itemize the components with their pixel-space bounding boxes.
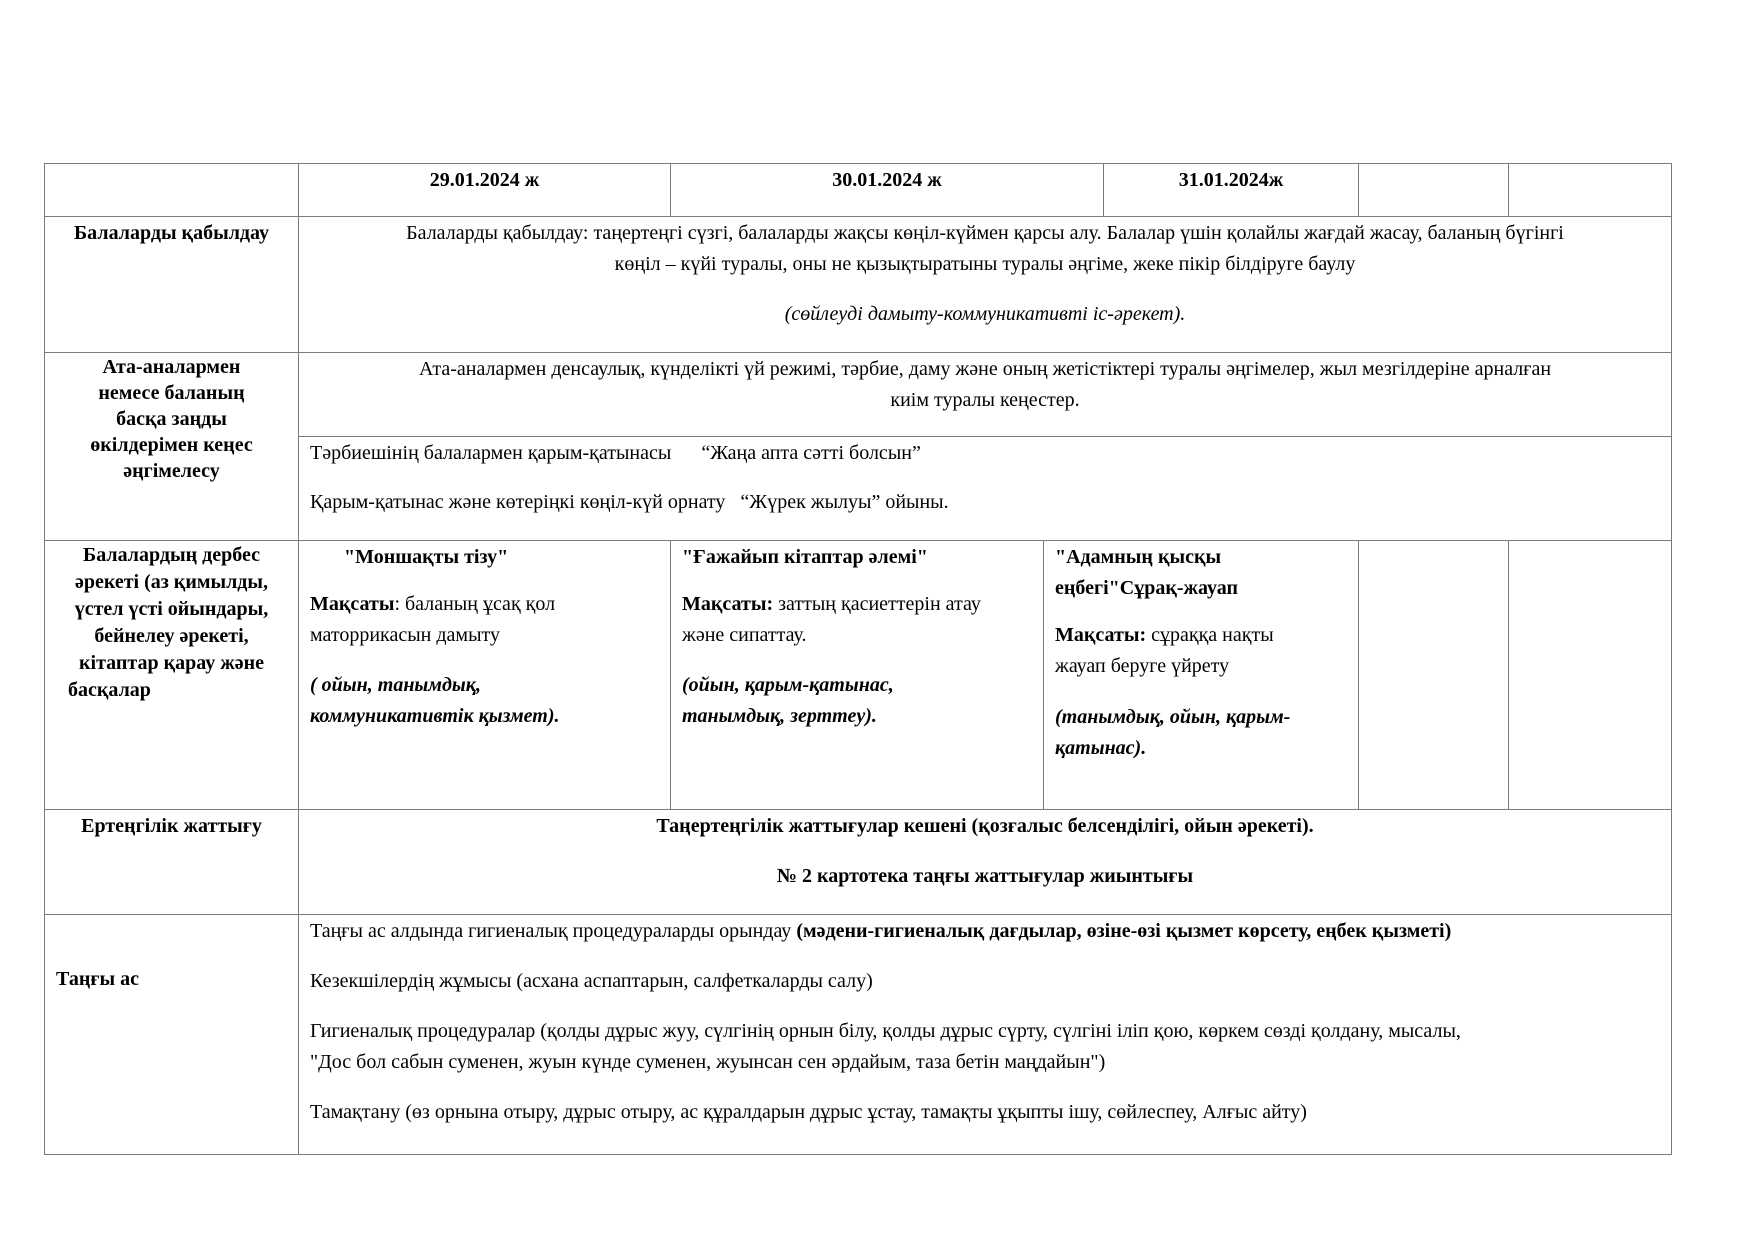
reception-note: (сөйлеуді дамыту-коммуникативті іс-әрекет). [784, 303, 1186, 325]
day1-activity-type-line1: ( ойын, танымдық, [310, 674, 481, 696]
independent-label-line2: әрекеті (аз қимылды, [74, 571, 269, 593]
independent-day4-cell [1358, 540, 1509, 810]
day3-goal-line2: жауап беруге үйрету [1055, 655, 1230, 677]
exercise-text-line1: Таңертеңгілік жаттығулар кешені (қозғалыс белсенділігі, ойын әрекеті). [656, 815, 1314, 837]
day3-activity-type-line2: қатынас). [1055, 737, 1147, 759]
date-day1: 29.01.2024 ж [429, 169, 540, 191]
day1-goal-line2: маторрикасын дамыту [310, 624, 500, 646]
independent-label-line1: Балалардың дербес [83, 544, 260, 566]
day1-goal-text: : баланың ұсақ қол [394, 593, 556, 615]
day3-activity-type-line1: (танымдық, ойын, қарым- [1055, 706, 1291, 728]
day3-activity-title-line1: "Адамның қысқы [1055, 546, 1222, 568]
breakfast-line1-text: Таңғы ас алдында гигиеналық процедураларды орындау [310, 920, 797, 942]
independent-label-line5: кітаптар қарау және [78, 652, 264, 674]
parents-advice-line2: киім туралы кеңестер. [890, 389, 1080, 411]
breakfast-line1 [310, 916, 1451, 947]
date-day3: 31.01.2024ж [1178, 169, 1284, 191]
day2-goal-line2: және сипаттау. [682, 624, 807, 646]
breakfast-line3: Гигиеналық процедуралар (қолды дұрыс жуу, сүлгінің орнын білу, қолды дұрыс сүрту, сүлгіні іліп қою, көркем сөзді қолдану, мысалы, [310, 1020, 1461, 1042]
day2-activity-title: "Ғажайып кітаптар әлемі" [682, 546, 928, 568]
reception-label: Балаларды қабылдау [73, 222, 270, 244]
day3-activity-title-line2: еңбегі"Сұрақ-жауап [1055, 577, 1238, 599]
day1-activity-type-line2: коммуникативтік қызмет). [310, 705, 560, 727]
header-day4-cell [1358, 163, 1509, 217]
breakfast-line5: Тамақтану (өз орнына отыру, дұрыс отыру, ас құралдарын дұрыс ұстау, тамақты ұқыпты ішу, сөйлеспеу, Алғыс айту) [310, 1101, 1307, 1123]
reception-text-line1: Балаларды қабылдау: таңертеңгі сүзгі, балаларды жақсы көңіл-күймен қарсы алу. Балалар үшін қолайлы жағдай жасау, баланың бүгінгі [406, 222, 1564, 244]
breakfast-label-cell [44, 914, 299, 1155]
parents-label-line2: немесе баланың [98, 382, 245, 404]
parents-label-line3: басқа заңды [116, 408, 227, 430]
day3-goal-text: сұраққа нақты [1146, 624, 1274, 646]
parents-label-line1: Ата-аналармен [102, 356, 241, 378]
day2-activity-type-line1: (ойын, қарым-қатынас, [682, 674, 894, 696]
independent-label-line4: бейнелеу әрекеті, [94, 625, 249, 647]
header-empty-cell [44, 163, 299, 217]
exercise-text-line2: № 2 картотека таңғы жаттығулар жиынтығы [776, 865, 1194, 887]
day2-goal-text: заттың қасиеттерін атау [773, 593, 981, 615]
parents-communication-line2: Қарым-қатынас және көтеріңкі көңіл-күй орнату “Жүрек жылуы” ойыны. [310, 491, 949, 513]
day3-goal-label: Мақсаты: [1055, 624, 1147, 646]
parents-advice-line1: Ата-аналармен денсаулық, күнделікті үй режимі, тәрбие, даму және оның жетістіктері туралы әңгімелер, жыл мезгілдеріне арналған [418, 358, 1552, 380]
breakfast-line1-activities: (мәдени-гигиеналық дағдылар, өзіне-өзі қызмет көрсету, еңбек қызметі) [796, 920, 1452, 942]
day1-goal-label: Мақсаты [310, 593, 395, 615]
day2-goal-label: Мақсаты: [682, 593, 774, 615]
breakfast-line2: Кезекшілердің жұмысы (асхана аспаптарын, салфеткаларды салу) [310, 970, 873, 992]
day3-goal-line1 [1055, 620, 1274, 651]
independent-label-line6: басқалар [68, 679, 151, 701]
breakfast-label: Таңғы ас [56, 968, 139, 990]
day1-activity-title: "Моншақты тізу" [344, 546, 509, 568]
parents-label-line4: өкілдерімен кеңес [90, 434, 253, 456]
parents-label-line5: әңгімелесу [123, 460, 220, 482]
day1-goal-line1 [310, 589, 555, 620]
exercise-label: Ертеңгілік жаттығу [81, 815, 262, 837]
day2-goal-line1 [682, 589, 981, 620]
date-day2: 30.01.2024 ж [832, 169, 942, 191]
independent-label-line3: үстел үсті ойындары, [74, 598, 269, 620]
independent-day5-cell [1508, 540, 1672, 810]
breakfast-line4: "Дос бол сабын суменен, жуын күнде суменен, жуынсан сен әрдайым, таза бетін маңдайын") [310, 1051, 1106, 1073]
reception-text-line2: көңіл – күйі туралы, оны не қызықтыратыны туралы әңгіме, жеке пікір білдіруге баулу [614, 253, 1356, 275]
parents-communication-line1: Тәрбиешінің балалармен қарым-қатынасы “Жаңа апта сәтті болсын” [310, 442, 921, 464]
header-day5-cell [1508, 163, 1672, 217]
day2-activity-type-line2: танымдық, зерттеу). [682, 705, 877, 727]
